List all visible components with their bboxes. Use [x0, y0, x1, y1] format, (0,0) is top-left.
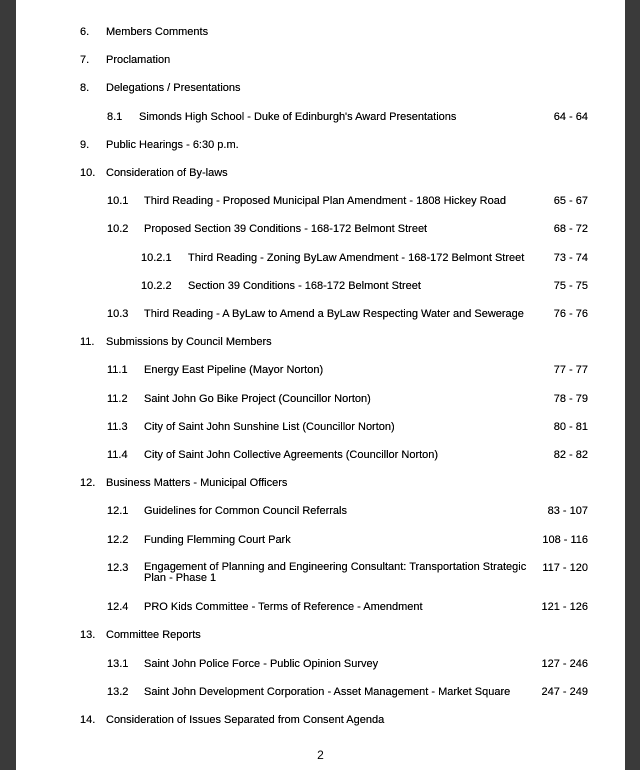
page-range: 78 - 79	[553, 393, 588, 405]
item-number: 14.	[80, 714, 96, 726]
item-number: 11.1	[107, 364, 128, 376]
page-range: 77 - 77	[553, 364, 588, 376]
item-number: 9.	[80, 139, 90, 151]
page-range: 127 - 246	[541, 658, 588, 670]
item-number: 10.2.1	[141, 252, 172, 264]
page-range: 121 - 126	[541, 601, 588, 613]
item-number: 10.2.2	[141, 280, 172, 292]
item-title: Saint John Police Force - Public Opinion Survey	[144, 658, 379, 670]
item-number: 12.1	[107, 505, 129, 517]
item-title: Saint John Go Bike Project (Councillor Norton)	[144, 393, 371, 405]
item-number: 13.2	[107, 686, 129, 698]
item-title: Proclamation	[106, 54, 171, 66]
item-title: Submissions by Council Members	[106, 336, 272, 348]
item-title: City of Saint John Sunshine List (Councillor Norton)	[144, 421, 395, 433]
item-title: Engagement of Planning and Engineering Consultant: Transportation Strategic Plan - Phase 1	[144, 561, 527, 584]
item-number: 10.	[80, 167, 96, 179]
item-number: 13.	[80, 629, 96, 641]
page-range: 83 - 107	[547, 505, 588, 517]
page-range: 117 - 120	[542, 562, 588, 574]
item-title: Funding Flemming Court Park	[144, 534, 291, 546]
page-range: 68 - 72	[553, 223, 588, 235]
item-number: 11.	[80, 336, 95, 348]
item-number: 8.1	[107, 111, 123, 123]
page-range: 80 - 81	[553, 421, 588, 433]
item-title: Delegations / Presentations	[106, 82, 241, 94]
item-title: Third Reading - Proposed Municipal Plan Amendment - 1808 Hickey Road	[144, 195, 506, 207]
item-title: Members Comments	[106, 26, 209, 38]
page-range: 73 - 74	[553, 252, 588, 264]
item-number: 10.2	[107, 223, 129, 235]
item-title: Energy East Pipeline (Mayor Norton)	[144, 364, 324, 376]
item-number: 12.3	[107, 562, 129, 574]
item-number: 11.3	[107, 421, 128, 433]
page-range: 65 - 67	[553, 195, 588, 207]
page-range: 76 - 76	[553, 308, 588, 320]
item-number: 8.	[80, 82, 90, 94]
item-title: City of Saint John Collective Agreements (Councillor Norton)	[144, 449, 439, 461]
item-number: 12.4	[107, 601, 129, 613]
document-page	[16, 0, 625, 770]
item-title: Proposed Section 39 Conditions - 168-172 Belmont Street	[144, 223, 428, 235]
page-range: 247 - 249	[541, 686, 588, 698]
item-title: Simonds High School - Duke of Edinburgh's Award Presentations	[139, 111, 457, 123]
item-number: 11.4	[107, 449, 128, 461]
page-range: 75 - 75	[553, 280, 588, 292]
item-number: 13.1	[107, 658, 129, 670]
item-title: Section 39 Conditions - 168-172 Belmont Street	[188, 280, 421, 292]
item-title: Public Hearings - 6:30 p.m.	[106, 139, 239, 151]
page-range: 64 - 64	[553, 111, 588, 123]
item-title: Guidelines for Common Council Referrals	[144, 505, 347, 517]
item-title: Consideration of Issues Separated from Consent Agenda	[106, 714, 385, 726]
item-title: PRO Kids Committee - Terms of Reference - Amendment	[144, 601, 423, 613]
item-title: Third Reading - Zoning ByLaw Amendment - 168-172 Belmont Street	[188, 252, 525, 264]
item-number: 11.2	[107, 393, 128, 405]
page-range: 108 - 116	[542, 534, 588, 546]
page-range: 82 - 82	[553, 449, 588, 461]
item-title: Business Matters - Municipal Officers	[106, 477, 288, 489]
item-title: Committee Reports	[106, 629, 201, 641]
item-number: 7.	[80, 54, 90, 66]
page-number: 2	[317, 748, 324, 762]
item-number: 10.1	[107, 195, 129, 207]
item-number: 10.3	[107, 308, 129, 320]
item-number: 12.	[80, 477, 96, 489]
item-number: 6.	[80, 26, 90, 38]
item-number: 12.2	[107, 534, 129, 546]
item-title: Saint John Development Corporation - Asset Management - Market Square	[144, 686, 511, 698]
item-title: Third Reading - A ByLaw to Amend a ByLaw Respecting Water and Sewerage	[144, 308, 524, 320]
item-title: Consideration of By-laws	[106, 167, 228, 179]
